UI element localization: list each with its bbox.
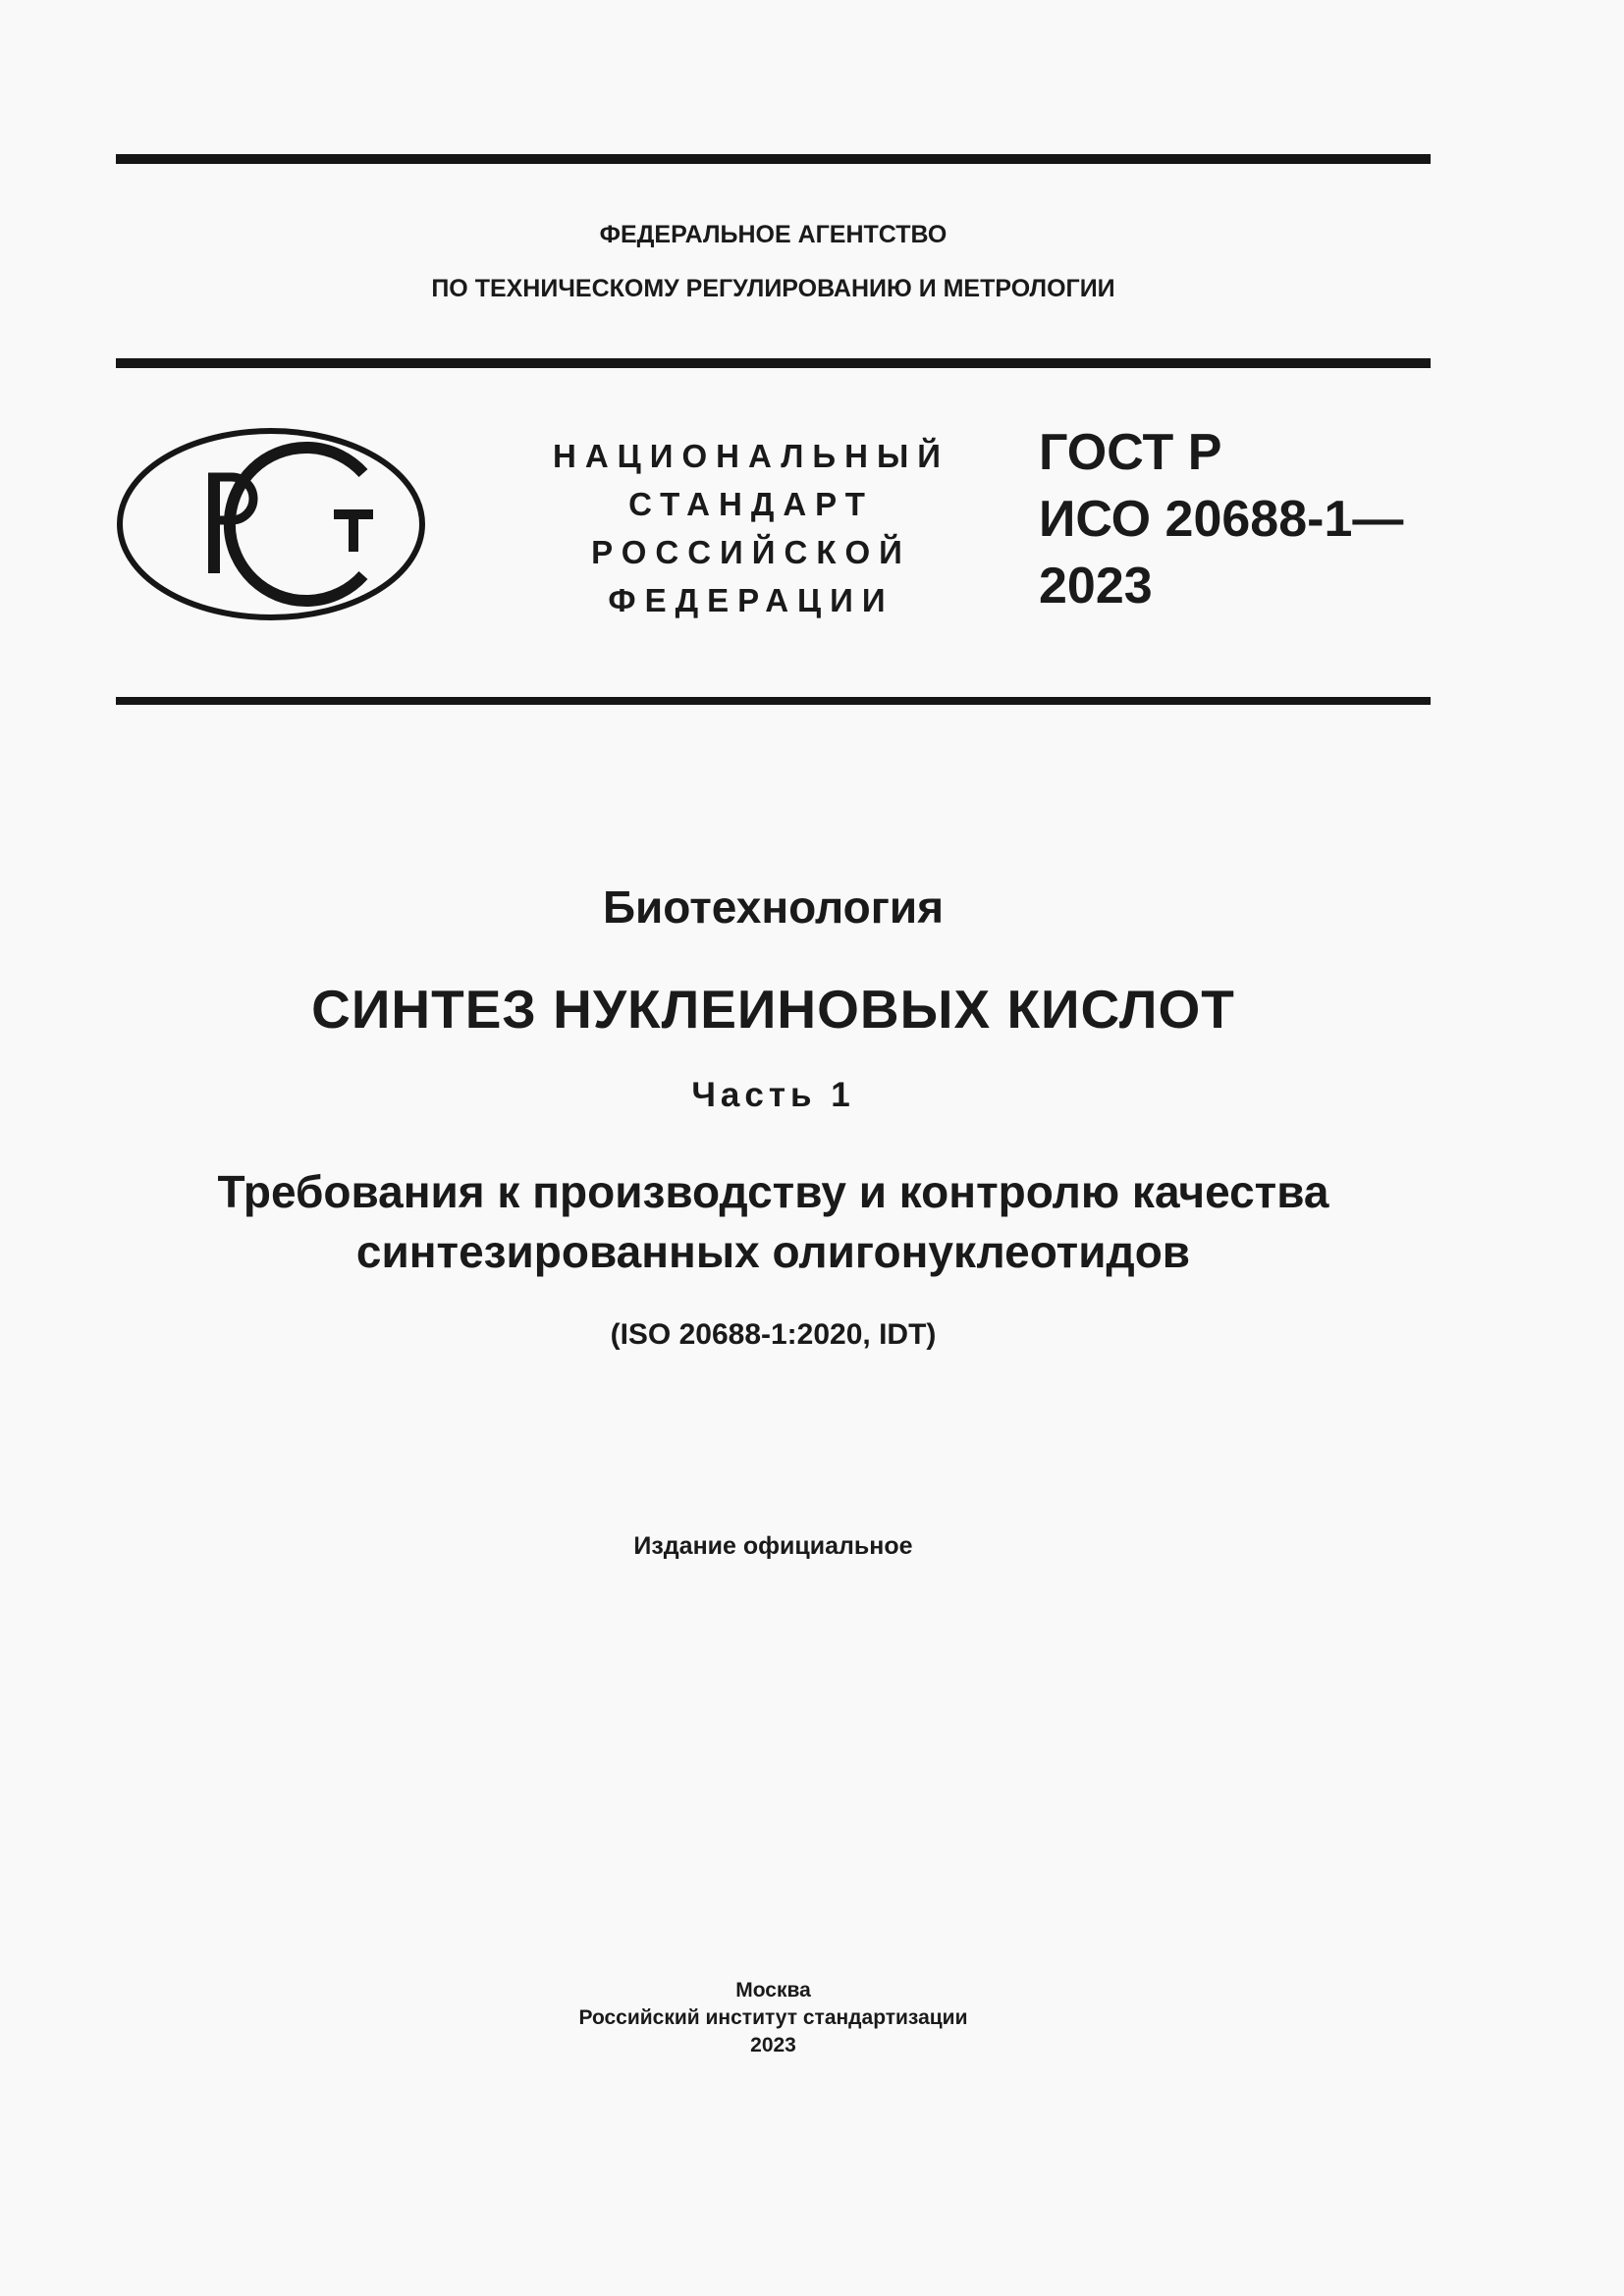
rst-logo-icon xyxy=(116,426,427,622)
standard-designation xyxy=(1039,419,1403,619)
imprint-year: 2023 xyxy=(750,2034,796,2056)
title-rule xyxy=(116,697,1431,705)
subtitle xyxy=(116,1162,1431,1282)
national-line1: НАЦИОНАЛЬНЫЙ xyxy=(553,438,949,474)
agency-name-line2: ПО ТЕХНИЧЕСКОМУ РЕГУЛИРОВАНИЮ И МЕТРОЛОГИИ xyxy=(431,275,1115,302)
national-line2: СТАНДАРТ xyxy=(628,486,874,522)
part-number: Часть 1 xyxy=(691,1076,855,1114)
imprint-publisher: Российский институт стандартизации xyxy=(578,2006,968,2029)
designation-line2: ИСО 20688-1— xyxy=(1039,491,1404,548)
agency-name-line1: ФЕДЕРАЛЬНОЕ АГЕНТСТВО xyxy=(599,221,947,248)
imprint-city: Москва xyxy=(735,1979,811,2002)
subtitle-line2: синтезированных олигонуклеотидов xyxy=(355,1226,1191,1277)
field-title: Биотехнология xyxy=(602,881,945,933)
main-title: СИНТЕЗ НУКЛЕИНОВЫХ КИСЛОТ xyxy=(311,979,1235,1040)
national-line4: ФЕДЕРАЦИИ xyxy=(608,582,894,618)
header-rule xyxy=(116,358,1431,368)
designation-line1: ГОСТ Р xyxy=(1039,424,1222,481)
imprint xyxy=(116,1977,1431,2059)
national-standard-label xyxy=(511,432,992,624)
edition-label: Издание официальное xyxy=(633,1532,913,1560)
iso-reference: (ISO 20688-1:2020, IDT) xyxy=(610,1318,937,1351)
subtitle-line1: Требования к производству и контролю качества xyxy=(217,1166,1329,1217)
top-rule xyxy=(116,154,1431,164)
national-line3: РОССИЙСКОЙ xyxy=(591,534,911,570)
designation-line3: 2023 xyxy=(1039,558,1153,614)
